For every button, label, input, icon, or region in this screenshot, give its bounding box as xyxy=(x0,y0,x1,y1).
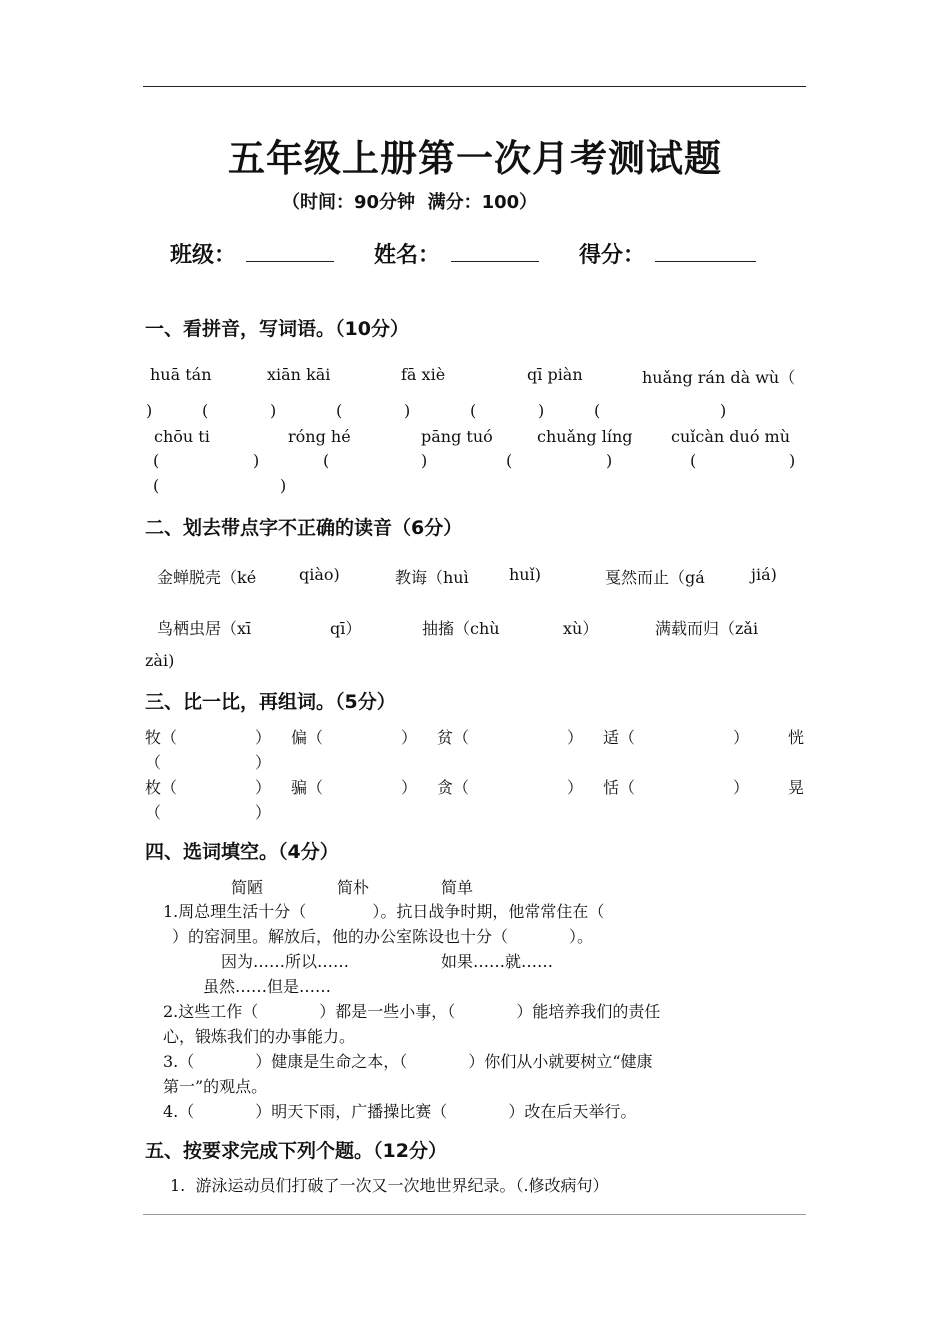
idiom-2-alt[interactable]: huǐ) xyxy=(509,565,541,584)
page-title: 五年级上册第一次月考测试题 xyxy=(228,137,722,180)
score-blank[interactable] xyxy=(655,261,756,262)
idiom-3-alt[interactable]: jiá) xyxy=(751,565,777,584)
word-choice: 简单 xyxy=(441,878,474,897)
pinyin-4: qī piàn xyxy=(527,365,583,384)
name-label: 姓名： xyxy=(374,243,441,268)
bracket[interactable]: ( xyxy=(336,401,343,420)
bracket: ) xyxy=(720,401,727,420)
bracket[interactable]: ( xyxy=(690,451,697,470)
idiom-1-alt[interactable]: qiào) xyxy=(299,565,340,584)
pinyin-3: fā xiè xyxy=(401,365,446,384)
bracket: ) xyxy=(421,451,428,470)
question-5-1: 1. 游泳运动员们打破了一次又一次地世界纪录。（.修改病句） xyxy=(170,1176,609,1195)
question-2-line-2: 心，锻炼我们的办事能力。 xyxy=(163,1027,356,1046)
char-pair[interactable]: 贫（ xyxy=(437,728,470,747)
bracket: ) xyxy=(404,401,411,420)
question-2-line-1: 2.这些工作（ ）都是一些小事，（ ）能培养我们的责任 xyxy=(163,1002,661,1021)
pinyin-1: huā tán xyxy=(150,365,212,384)
idiom-5: 抽搐（chù xyxy=(422,619,500,638)
pinyin-10: cuǐcàn duó mù xyxy=(671,427,791,446)
bracket[interactable]: ( xyxy=(323,451,330,470)
char-pair: ） xyxy=(255,753,272,772)
bracket: ) xyxy=(253,451,260,470)
char-pair[interactable]: 恬（ xyxy=(603,778,636,797)
bracket: ) xyxy=(606,451,613,470)
pinyin-6: chōu ti xyxy=(154,427,210,446)
bracket: ) xyxy=(280,476,287,495)
char-pair[interactable]: 枚（ xyxy=(145,778,178,797)
word-choice: 简朴 xyxy=(337,878,370,897)
char-pair: ） xyxy=(733,728,750,747)
char-pair: ） xyxy=(567,728,584,747)
exam-meta: （时间：90分钟 满分：100） xyxy=(282,192,538,213)
class-label: 班级： xyxy=(170,243,237,268)
char-pair[interactable]: 贪（ xyxy=(437,778,470,797)
idiom-5-alt[interactable]: xù） xyxy=(563,619,599,638)
idiom-3: 戛然而止（gá xyxy=(605,568,705,587)
char-pair: ） xyxy=(255,778,272,797)
section-2-heading: 二、划去带点字不正确的读音（6分） xyxy=(145,517,463,539)
word-choice: 简陋 xyxy=(231,878,264,897)
char-pair[interactable]: 晃 xyxy=(788,778,805,797)
question-1-line-2: ）的窑洞里。解放后，他的办公室陈设也十分（ ）。 xyxy=(172,927,594,946)
section-5-heading: 五、按要求完成下列个题。（12分） xyxy=(145,1140,447,1162)
char-pair[interactable]: （ xyxy=(145,803,162,822)
bracket[interactable]: ( xyxy=(202,401,209,420)
top-rule xyxy=(143,86,806,87)
char-pair[interactable]: 骗（ xyxy=(291,778,324,797)
question-1-line-1: 1.周总理生活十分（ ）。抗日战争时期，他常常住在（ xyxy=(163,902,605,921)
pinyin-5: huǎng rán dà wù（ xyxy=(642,368,796,387)
char-pair: ） xyxy=(255,803,272,822)
bracket[interactable]: ( xyxy=(153,476,160,495)
char-pair[interactable]: 恍 xyxy=(788,728,805,747)
idiom-4: 鸟栖虫居（xī xyxy=(157,619,252,638)
idiom-4-alt[interactable]: qī） xyxy=(330,619,362,638)
char-pair: ） xyxy=(255,728,272,747)
word-choice: 虽然……但是…… xyxy=(203,977,332,996)
class-blank[interactable] xyxy=(246,261,334,262)
pinyin-2: xiān kāi xyxy=(267,365,331,384)
char-pair: ） xyxy=(401,728,418,747)
bracket: ) xyxy=(270,401,277,420)
section-1-heading: 一、看拼音，写词语。（10分） xyxy=(145,318,409,340)
section-3-heading: 三、比一比，再组词。（5分） xyxy=(145,691,396,713)
question-3-line-2: 第一”的观点。 xyxy=(163,1077,268,1096)
bracket[interactable]: ( xyxy=(153,451,160,470)
word-choice: 因为……所以…… xyxy=(221,952,350,971)
name-blank[interactable] xyxy=(451,261,539,262)
idiom-6-alt[interactable]: zài) xyxy=(145,651,175,670)
question-4: 4.（ ）明天下雨，广播操比赛（ ）改在后天举行。 xyxy=(163,1102,637,1121)
idiom-1: 金蝉脱壳（ké xyxy=(157,568,257,587)
idiom-2: 教诲（huì xyxy=(395,568,469,587)
bracket: ) xyxy=(789,451,796,470)
pinyin-9: chuǎng líng xyxy=(537,427,633,446)
idiom-6: 满载而归（zǎi xyxy=(655,619,759,638)
word-choice: 如果……就…… xyxy=(441,952,554,971)
bracket[interactable]: ( xyxy=(470,401,477,420)
char-pair: ） xyxy=(567,778,584,797)
bottom-rule xyxy=(143,1214,806,1215)
bracket: ) xyxy=(538,401,545,420)
section-4-heading: 四、选词填空。（4分） xyxy=(145,841,339,863)
char-pair[interactable]: 牧（ xyxy=(145,728,178,747)
char-pair[interactable]: 偏（ xyxy=(291,728,324,747)
bracket: ) xyxy=(146,401,153,420)
pinyin-8: pāng tuó xyxy=(421,427,493,446)
question-3-line-1: 3.（ ）健康是生命之本，（ ）你们从小就要树立“健康 xyxy=(163,1052,653,1071)
char-pair: ） xyxy=(401,778,418,797)
char-pair: ） xyxy=(733,778,750,797)
bracket[interactable]: ( xyxy=(506,451,513,470)
score-label: 得分： xyxy=(579,243,646,268)
char-pair[interactable]: 适（ xyxy=(603,728,636,747)
char-pair[interactable]: （ xyxy=(145,753,162,772)
pinyin-7: róng hé xyxy=(288,427,351,446)
bracket[interactable]: ( xyxy=(594,401,601,420)
